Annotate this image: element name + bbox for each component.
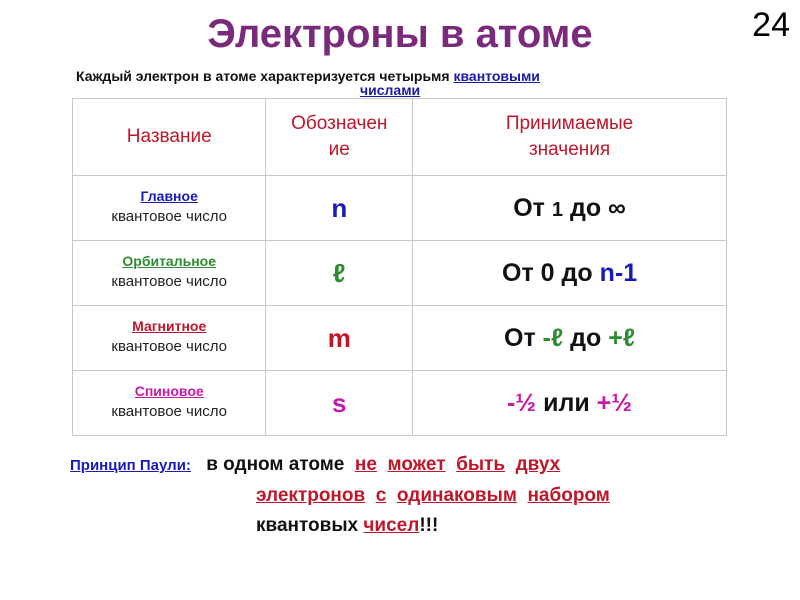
quantum-numbers-link[interactable]: квантовыми [453, 68, 540, 84]
magnetic-qn-link[interactable]: Магнитное [132, 318, 207, 334]
symbol-cell: n [266, 176, 413, 241]
values-cell: -½ или +½ [413, 371, 727, 436]
table-row [73, 176, 727, 241]
values-cell: От -ℓ до +ℓ [413, 306, 727, 371]
row-name-cell [73, 371, 266, 436]
pauli-line-2: электронов с одинаковым набором [256, 485, 610, 506]
subtitle [76, 68, 736, 98]
header-symbol: Обозначен ие [266, 99, 413, 176]
table-header-row [73, 99, 727, 176]
qn-subtitle: квантовое число [111, 273, 228, 290]
slide-number: 24 [752, 6, 790, 44]
principal-qn-link[interactable]: Главное [140, 188, 198, 204]
row-name-cell [73, 306, 266, 371]
symbol-cell: m [266, 306, 413, 371]
pauli-line-1: Принцип Паули: в одном атоме не может быть двух [70, 454, 561, 475]
pauli-principle [70, 450, 730, 541]
row-name-cell [73, 176, 266, 241]
table-row [73, 306, 727, 371]
values-cell: От 1 до ∞ [413, 176, 727, 241]
table-row [73, 371, 727, 436]
quantum-numbers-link-continuation[interactable]: числами [360, 82, 421, 98]
symbol-cell: ℓ [266, 241, 413, 306]
spin-qn-link[interactable]: Спиновое [134, 383, 204, 399]
pauli-line-3: квантовых чисел!!! [256, 515, 439, 536]
subtitle-text: Каждый электрон в атоме характеризуется четырьмя [76, 68, 450, 84]
page-title: Электроны в атоме [207, 12, 593, 56]
table-row [73, 241, 727, 306]
pauli-label-link[interactable]: Принцип Паули: [70, 457, 191, 474]
qn-subtitle: квантовое число [111, 208, 228, 225]
row-name-cell [73, 241, 266, 306]
values-cell: От 0 до n-1 [413, 241, 727, 306]
header-values: Принимаемые значения [413, 99, 727, 176]
symbol-cell: s [266, 371, 413, 436]
qn-subtitle: квантовое число [111, 338, 228, 355]
header-name: Название [73, 99, 266, 176]
orbital-qn-link[interactable]: Орбитальное [122, 253, 217, 269]
quantum-numbers-table [72, 98, 727, 436]
qn-subtitle: квантовое число [111, 403, 228, 420]
